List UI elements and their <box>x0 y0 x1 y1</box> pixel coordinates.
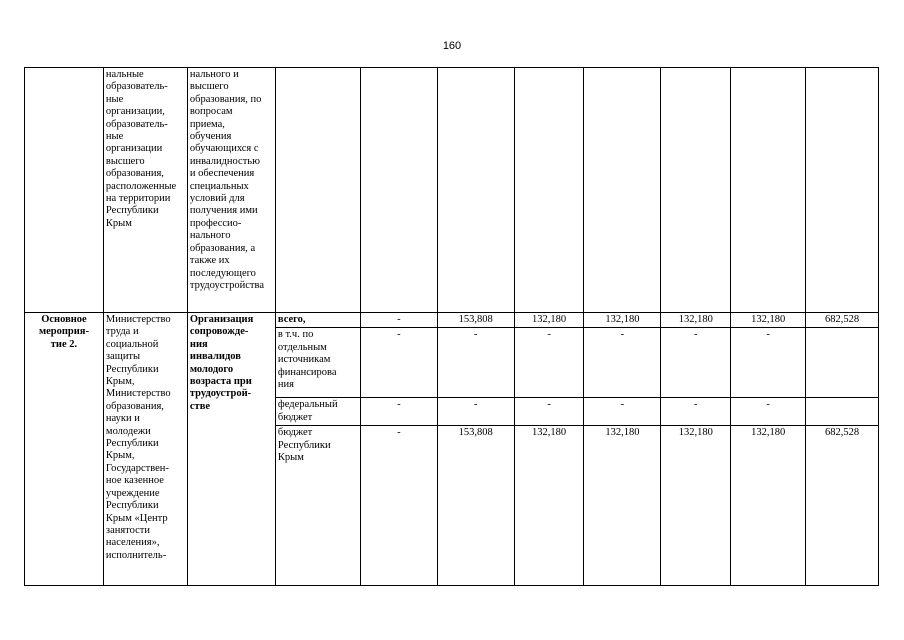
value-cell: 682,528 <box>806 426 879 586</box>
value-cell: - <box>731 398 806 426</box>
page-number: 160 <box>442 40 462 52</box>
budget-table <box>24 67 879 586</box>
value-cell: 132,180 <box>514 426 584 586</box>
value-cell: 132,180 <box>661 313 731 328</box>
value-cell: 132,180 <box>584 313 661 328</box>
measure-title-cell: Организация сопровожде- ния инвалидов молодого возраста при трудоустрой- стве <box>187 313 275 586</box>
value-cell <box>806 398 879 426</box>
value-cell: - <box>584 328 661 398</box>
table-row-total <box>25 313 879 328</box>
value-cell: - <box>360 328 437 398</box>
executor-cell: нальные образователь- ные организации, образователь- ные организации высшего образования, расположенные на территории Республики Крым <box>103 68 187 313</box>
value-cell <box>514 68 584 313</box>
value-cell: - <box>731 328 806 398</box>
value-cell: - <box>360 426 437 586</box>
value-cell: 132,180 <box>731 426 806 586</box>
source-label: всего, <box>275 313 360 328</box>
value-cell: 132,180 <box>584 426 661 586</box>
source-cell <box>275 68 360 313</box>
code-cell <box>25 68 104 313</box>
value-cell: - <box>584 398 661 426</box>
value-cell: - <box>437 328 514 398</box>
description-cell: нального и высшего образования, по вопросам приема, обучения обучающихся с инвалидностью и обеспечения специальных условий для получения ими профессио- нального образования, а также их последующего трудоустройства <box>187 68 275 313</box>
measure-code-cell: Основное мероприя- тие 2. <box>25 313 104 586</box>
value-cell <box>731 68 806 313</box>
value-cell: 132,180 <box>514 313 584 328</box>
value-cell: - <box>514 398 584 426</box>
value-cell: - <box>661 398 731 426</box>
value-cell: - <box>360 398 437 426</box>
value-cell <box>806 68 879 313</box>
value-cell <box>661 68 731 313</box>
value-cell: - <box>437 398 514 426</box>
value-cell: - <box>514 328 584 398</box>
value-cell <box>360 68 437 313</box>
value-cell <box>806 328 879 398</box>
value-cell: 153,808 <box>437 426 514 586</box>
value-cell: 132,180 <box>731 313 806 328</box>
source-label: бюджет Республики Крым <box>275 426 360 586</box>
value-cell: 132,180 <box>661 426 731 586</box>
source-label: федеральный бюджет <box>275 398 360 426</box>
value-cell: - <box>360 313 437 328</box>
table-row-continuation <box>25 68 879 313</box>
source-label: в т.ч. по отдельным источникам финансирова ния <box>275 328 360 398</box>
value-cell <box>584 68 661 313</box>
value-cell: 682,528 <box>806 313 879 328</box>
measure-executor-cell: Министерство труда и социальной защиты Республики Крым, Министерство образования, науки и молодежи Республики Крым, Государствен- ное казенное учреждение Республики Крым «Центр занятости населения», исполнитель- <box>103 313 187 586</box>
value-cell <box>437 68 514 313</box>
value-cell: - <box>661 328 731 398</box>
value-cell: 153,808 <box>437 313 514 328</box>
